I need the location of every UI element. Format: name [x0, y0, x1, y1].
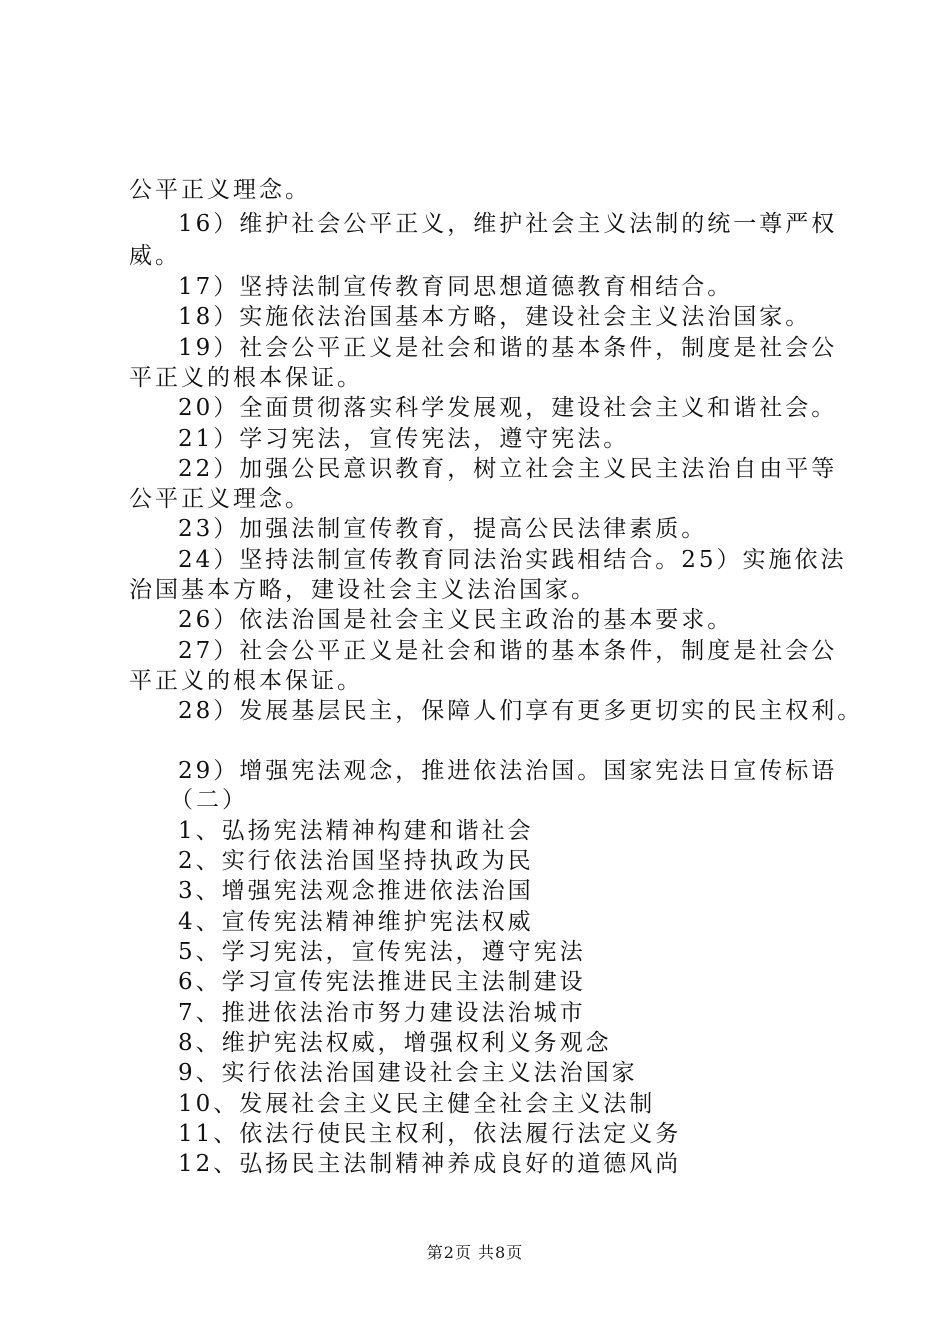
- page-number-footer: 第2页 共8页: [426, 1243, 524, 1262]
- text-line: 20）全面贯彻落实科学发展观，建设社会主义和谐社会。: [178, 395, 838, 421]
- text-line: （二）: [170, 787, 248, 813]
- list-item: 6、学习宣传宪法推进民主法制建设: [178, 969, 586, 995]
- list-item: 9、实行依法治国建设社会主义法治国家: [178, 1060, 638, 1086]
- list-item: 4、宣传宪法精神维护宪法权威: [178, 909, 534, 935]
- text-line: 28）发展基层民主，保障人们享有更多更切实的民主权利。: [178, 698, 864, 724]
- text-line: 21）学习宪法，宣传宪法，遵守宪法。: [178, 426, 630, 452]
- list-item: 7、推进依法治市努力建设法治城市: [178, 1000, 586, 1026]
- text-line: 17）坚持法制宣传教育同思想道德教育相结合。: [178, 274, 734, 300]
- text-line: 18）实施依法治国基本方略，建设社会主义法治国家。: [178, 304, 812, 330]
- list-item: 11、依法行使民主权利，依法履行法定义务: [178, 1121, 682, 1147]
- text-line: 29）增强宪法观念，推进依法治国。国家宪法日宣传标语: [178, 758, 838, 784]
- text-line: 22）加强公民意识教育，树立社会主义民主法治自由平等: [178, 456, 838, 482]
- list-item: 1、弘扬宪法精神构建和谐社会: [178, 818, 534, 844]
- list-item: 10、发展社会主义民主健全社会主义法制: [178, 1091, 656, 1117]
- list-item: 3、增强宪法观念推进依法治国: [178, 878, 534, 904]
- list-item: 5、学习宪法，宣传宪法，遵守宪法: [178, 939, 586, 965]
- text-line: 16）维护社会公平正义，维护社会主义法制的统一尊严权: [178, 211, 838, 237]
- text-line: 19）社会公平正义是社会和谐的基本条件，制度是社会公: [178, 335, 838, 361]
- text-line: 平正义的根本保证。: [129, 668, 363, 694]
- text-line: 公平正义理念。: [129, 177, 311, 203]
- text-line: 公平正义理念。: [129, 486, 311, 512]
- list-item: 12、弘扬民主法制精神养成良好的道德风尚: [178, 1151, 682, 1177]
- text-line: 26）依法治国是社会主义民主政治的基本要求。: [178, 607, 734, 633]
- text-line: 27）社会公平正义是社会和谐的基本条件，制度是社会公: [178, 638, 838, 664]
- text-line: 24）坚持法制宣传教育同法治实践相结合。25）实施依法: [178, 547, 847, 573]
- list-item: 8、维护宪法权威，增强权利义务观念: [178, 1030, 612, 1056]
- text-line: 治国基本方略，建设社会主义法治国家。: [129, 577, 597, 603]
- text-line: 平正义的根本保证。: [129, 365, 363, 391]
- text-line: 威。: [129, 243, 181, 269]
- text-line: 23）加强法制宣传教育，提高公民法律素质。: [178, 516, 708, 542]
- list-item: 2、实行依法治国坚持执政为民: [178, 848, 534, 874]
